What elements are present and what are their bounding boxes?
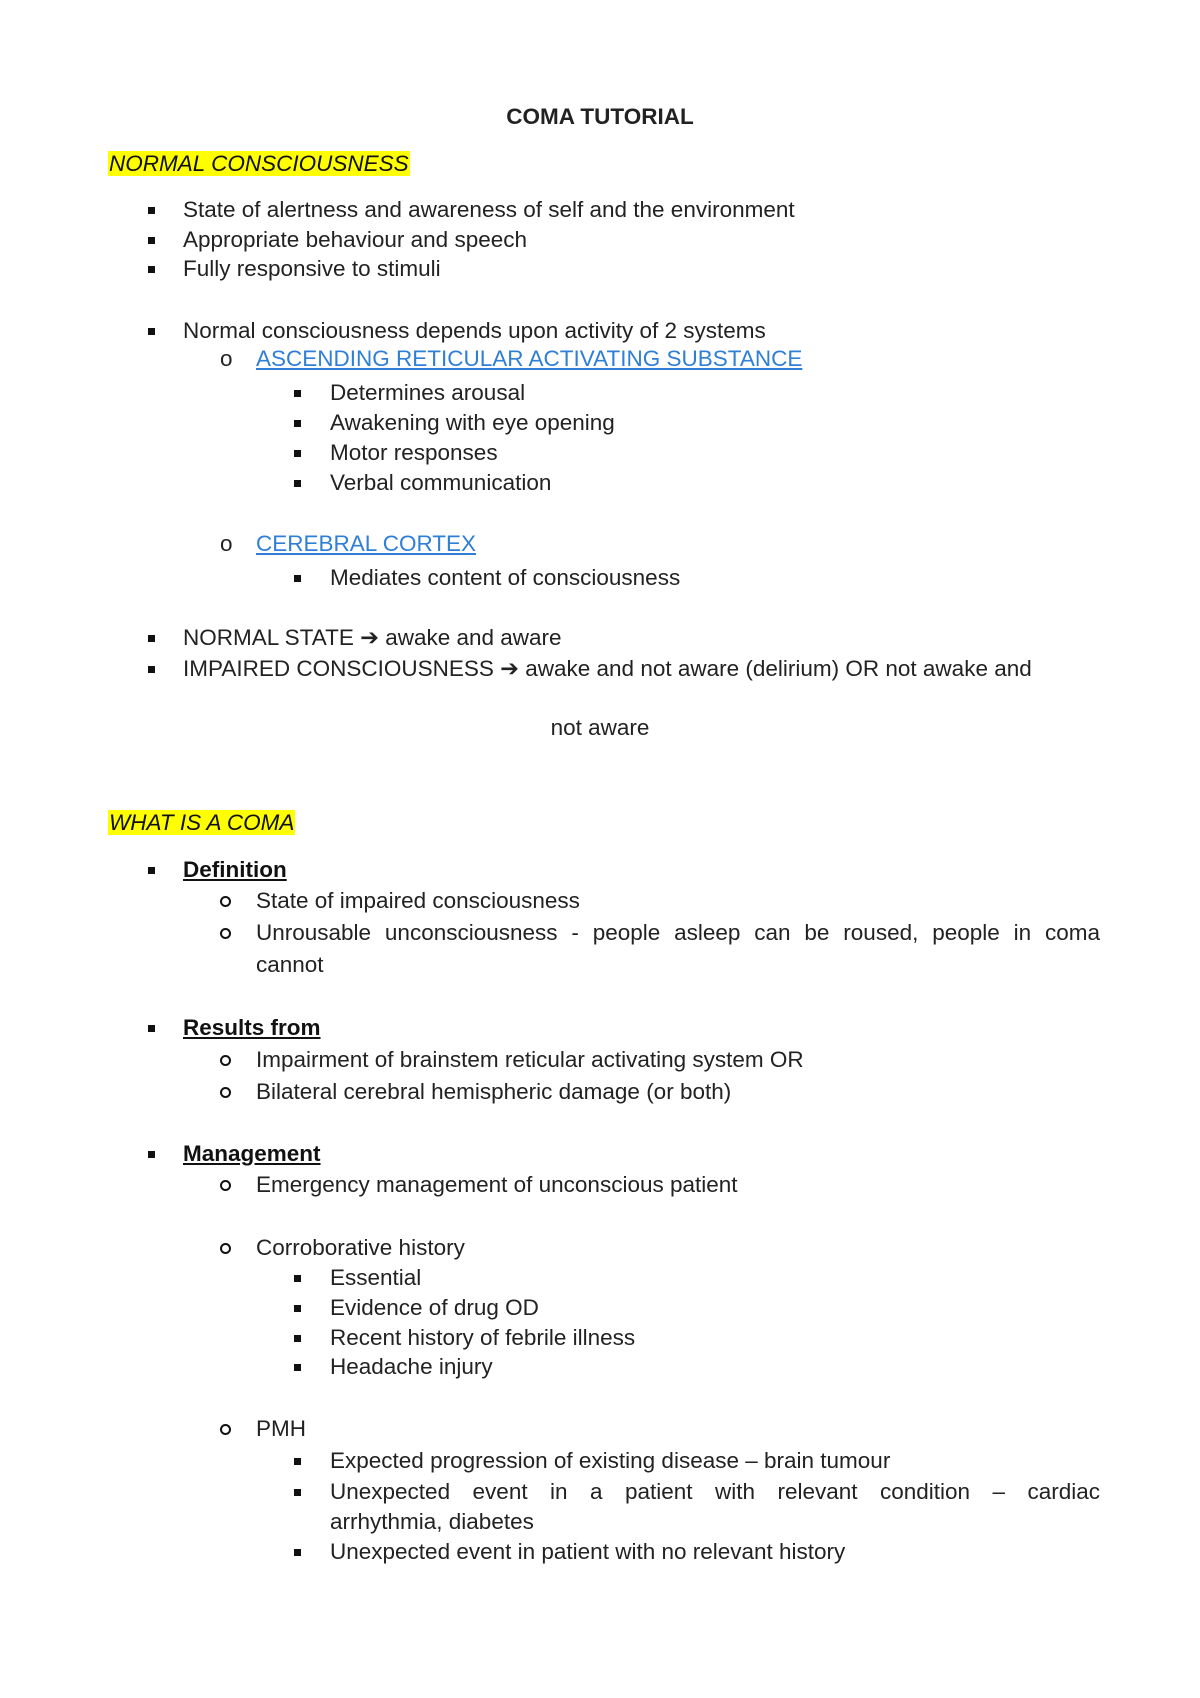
list-item: Evidence of drug OD: [330, 1295, 539, 1320]
list-item: Recent history of febrile illness: [330, 1325, 636, 1350]
list-item: Expected progression of existing disease – brain tumour: [330, 1448, 891, 1473]
subheading-results-from: [183, 1014, 321, 1042]
list-item: Essential: [330, 1265, 422, 1290]
system-link-cerebral-cortex[interactable]: [256, 530, 476, 558]
list-item: Fully responsive to stimuli: [183, 256, 441, 281]
list-item: Mediates content of consciousness: [330, 565, 681, 590]
list-item: State of alertness and awareness of self and the environment: [183, 197, 795, 222]
list-item: Emergency management of unconscious patient: [256, 1172, 738, 1197]
link-text[interactable]: CEREBRAL CORTEX: [256, 531, 477, 556]
impaired-consciousness-continuation: not aware: [550, 715, 650, 740]
list-item: Unexpected event in patient with no relevant history: [330, 1539, 846, 1564]
system-link-ascending-reticular[interactable]: [256, 345, 802, 373]
subheading-text: Definition: [183, 857, 287, 882]
list-item: Determines arousal: [330, 380, 526, 405]
section-heading-what-is-coma: [108, 809, 295, 837]
subheading-management: [183, 1140, 321, 1168]
highlighted-heading-text: WHAT IS A COMA: [109, 810, 295, 835]
list-item: Bilateral cerebral hemispheric damage (or both): [256, 1079, 732, 1104]
list-item: Impairment of brainstem reticular activating system OR: [256, 1047, 804, 1072]
list-item: Appropriate behaviour and speech: [183, 227, 527, 252]
highlighted-heading-text: NORMAL CONSCIOUSNESS: [109, 151, 409, 176]
list-item: Verbal communication: [330, 470, 552, 495]
page-title: COMA TUTORIAL: [506, 104, 694, 129]
list-item: State of impaired consciousness: [256, 888, 580, 913]
list-item: Motor responses: [330, 440, 498, 465]
circle-bullet-icon: o: [220, 531, 233, 556]
section-heading-normal-consciousness: [108, 150, 410, 178]
subheading-text: Results from: [183, 1015, 321, 1040]
normal-state-line: NORMAL STATE ➔ awake and aware: [183, 625, 562, 650]
list-item: Awakening with eye opening: [330, 410, 615, 435]
circle-bullet-icon: o: [220, 346, 233, 371]
list-item: Normal consciousness depends upon activity of 2 systems: [183, 318, 766, 343]
list-item: Headache injury: [330, 1354, 493, 1379]
subheading-definition: [183, 856, 287, 884]
list-item: Unexpected event in a patient with relevant condition – cardiac: [330, 1479, 1100, 1504]
impaired-consciousness-line: IMPAIRED CONSCIOUSNESS ➔ awake and not aware (delirium) OR not awake and: [183, 656, 1032, 681]
link-text[interactable]: ASCENDING RETICULAR ACTIVATING SUBSTANCE: [256, 346, 803, 371]
subheading-text: Management: [183, 1141, 321, 1166]
list-item-continuation: arrhythmia, diabetes: [330, 1509, 534, 1534]
list-item: Corroborative history: [256, 1235, 465, 1260]
list-item: Unrousable unconsciousness - people asleep can be roused, people in coma: [256, 920, 1100, 945]
list-item-continuation: cannot: [256, 952, 324, 977]
list-item: PMH: [256, 1416, 306, 1441]
